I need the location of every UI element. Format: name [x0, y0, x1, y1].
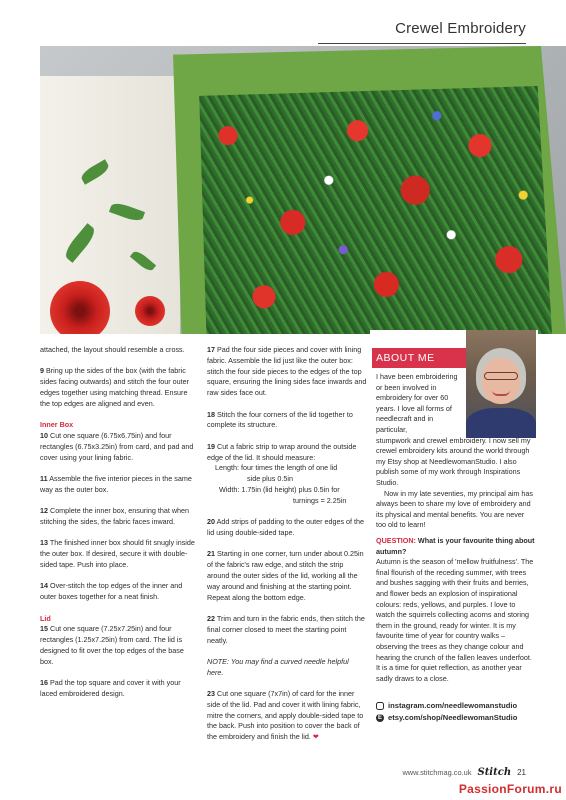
step-number: 10 [40, 430, 48, 440]
footer-url: www.stitchmag.co.uk [402, 768, 472, 777]
step-number: 21 [207, 549, 215, 559]
column-2 [207, 345, 367, 754]
embroidered-box-photo [40, 46, 566, 334]
intro-rest: stumpwork and crewel embroidery. I now sell my crewel embroidery kits around the world through my Etsy shop at NeedlewomanStudio. I also publish some of my work through Inspirations Studio. [376, 435, 531, 487]
step-text: Pad the four side pieces and cover with lining fabric. Assemble the lid just like the outer box: stitch the four side pieces to the edges of the top square, ensuring the lining sides face inwards and raw sides face out. [207, 345, 367, 398]
step-number: 16 [40, 678, 48, 688]
column-1 [40, 345, 198, 710]
step-number: 19 [207, 441, 215, 451]
step-number: 12 [40, 506, 48, 516]
step-text: Add strips of padding to the outer edges of the lid using double-sided tape. [207, 517, 365, 537]
floral-lining [192, 86, 552, 334]
measure-width-cont: turnings = 2.25in [293, 495, 347, 505]
step-text: Over-stitch the top edges of the inner and outer boxes together for a neat finish. [40, 581, 183, 602]
question-label: QUESTION: [376, 536, 416, 545]
intro-p2: Now in my late seventies, my principal aim has always been to share my love of embroidery and its physical and mental benefits. You are never too old to learn! [376, 488, 533, 530]
about-me-sidebar [370, 330, 538, 732]
step-text: Cut one square (6.75x6.75in) and four rectangles (6.75x3.25in) from card, and pad and cover using your lining fabric. [40, 430, 194, 462]
header-rule [318, 43, 526, 44]
watermark: PassionForum.ru [458, 782, 562, 796]
about-intro [376, 372, 536, 531]
magazine-logo: Stitch [477, 767, 512, 778]
heart-icon: ❤ [312, 732, 319, 742]
question-text: What is your favourite thing about autumn? [376, 536, 535, 556]
sidebar-title: ABOUT ME [372, 348, 468, 368]
step-number: 9 [40, 366, 44, 376]
subheading-lid: Lid [40, 613, 51, 623]
step-text: Cut one square (7.25x7.25in) and four rectangles (1.25x7.25in) from card. The lid is designed to fit over the top edges of the base box. [40, 624, 184, 666]
question-block [376, 536, 536, 684]
step-text: Cut a fabric strip to wrap around the outside edge of the lid. It should measure: [207, 441, 357, 462]
step-text: The finished inner box should fit snugly inside the outer box. If desired, secure it with double-sided tape. Push into place. [40, 538, 195, 569]
intro-narrow: I have been embroidering or been involved in embroidery for over 60 years. I love all forms of needlecraft and in particular, [376, 372, 458, 434]
measure-width: Width: 1.75in (lid height) plus 0.5in for [219, 484, 340, 494]
step-number: 17 [207, 345, 215, 354]
step-text: Trim and turn in the fabric ends, then stitch the final corner closed to meet the starting point neatly. [207, 613, 365, 645]
section-title: Crewel Embroidery [395, 20, 526, 37]
page-number: 21 [517, 768, 526, 777]
step-number: 23 [207, 689, 215, 699]
step-number: 15 [40, 624, 48, 634]
step-text: Stitch the four corners of the lid together to complete its structure. [207, 409, 353, 430]
subheading-inner-box: Inner Box [40, 420, 74, 430]
step-number: 20 [207, 517, 215, 527]
paragraph: attached, the layout should resemble a cross. [40, 345, 185, 354]
answer-text: Autumn is the season of 'mellow fruitfulness'. The final flourish of the receding summer, with trees and bushes sagging with their fruits and berries, and flower beds an explosion of inspirational colours: reds, yellows, and purples. I love to watch the squirrels collecting acorns and storing them in the ground, ready for winter. It is my favourite time of year for country walks – observing the trees as they change colour and hearing the crunch of the fallen leaves underfoot. It is a time for quiet reflection, as another year sadly draws to a close. [376, 557, 534, 683]
step-number: 14 [40, 581, 48, 591]
measure-length-cont: side plus 0.5in [247, 474, 293, 484]
etsy-link[interactable]: E etsy.com/shop/NeedlewomanStudio [377, 713, 518, 722]
instagram-link[interactable]: instagram.com/needlewomanstudio [376, 700, 517, 712]
measure-length: Length: four times the length of one lid [215, 463, 338, 473]
step-text: Starting in one corner, turn under about 0.25in of the fabric's raw edge, and stitch the strip around the outer sides of the lid, working all the way around and finishing at the starting point. Repeat along the bottom edge. [207, 549, 364, 602]
social-links [376, 700, 517, 724]
instagram-icon [376, 702, 384, 710]
step-text: Assemble the five interior pieces in the same way as the outer box. [40, 473, 192, 494]
step-number: 13 [40, 538, 48, 548]
step-number: 18 [207, 409, 215, 419]
note: NOTE: You may find a curved needle helpful here. [207, 656, 349, 677]
poppy-embroidery [50, 281, 110, 334]
step-text: Bring up the sides of the box (with the fabric sides facing outwards) and stitch the four outer edges together using matching thread. Ensure the top edges are aligned and even. [40, 366, 190, 408]
step-text: Pad the top square and cover it with your laced embroidered design. [40, 678, 181, 698]
step-text: Cut one square (7x7in) of card for the inner side of the lid. Pad and cover it with lining fabric, mitre the corners, and apply double-sided tape to the back. Push into position to cover the back of the embroidery and finish the lid. [207, 689, 364, 742]
step-number: 22 [207, 613, 215, 623]
page-footer [402, 767, 526, 778]
etsy-icon: E [377, 715, 382, 721]
step-number: 11 [40, 473, 48, 483]
step-text: Complete the inner box, ensuring that when stitching the sides, the fabric faces inward. [40, 506, 190, 526]
